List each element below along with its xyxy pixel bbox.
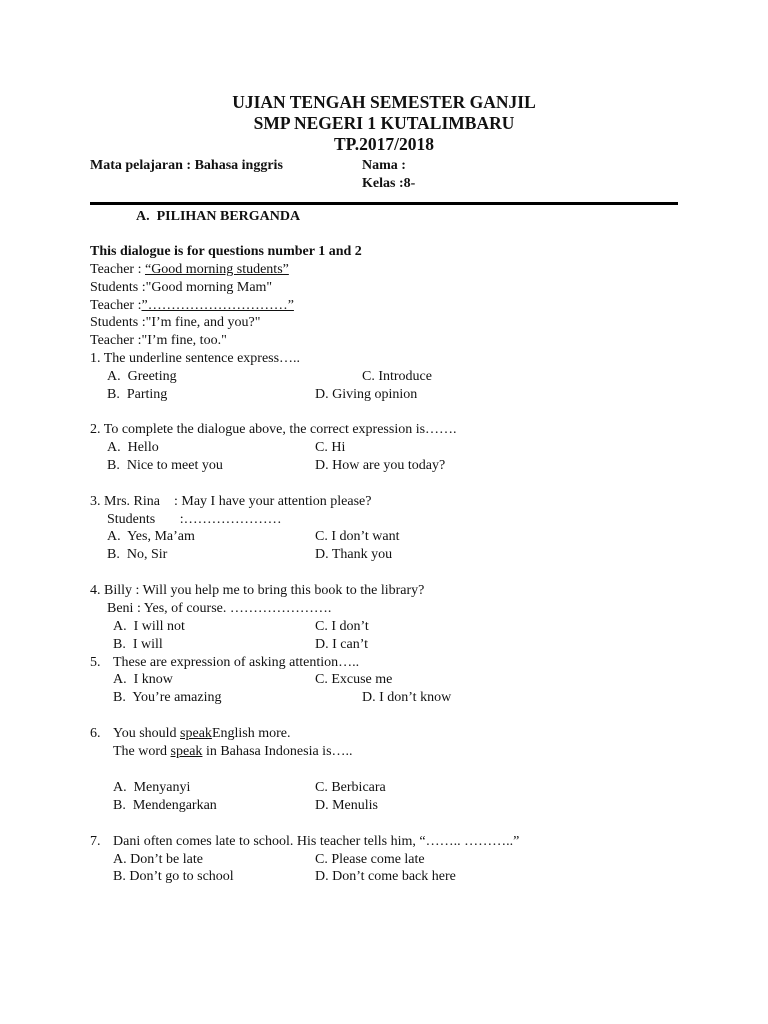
question-4-response: Beni : Yes, of course. …………………. bbox=[107, 601, 332, 616]
question-7-number: 7. bbox=[90, 834, 101, 849]
section-heading: A. PILIHAN BERGANDA bbox=[136, 209, 301, 224]
option-c: C. I don’t want bbox=[315, 529, 400, 544]
option-a: A. I will not bbox=[113, 619, 185, 634]
option-a: A. Menyanyi bbox=[113, 780, 191, 795]
option-c: C. Excuse me bbox=[315, 672, 393, 687]
option-b: B. Nice to meet you bbox=[107, 458, 223, 473]
school-year: TP.2017/2018 bbox=[334, 134, 434, 154]
question-3-response: Students :………………… bbox=[107, 512, 282, 527]
name-field: Nama : bbox=[362, 158, 406, 173]
option-d: D. Giving opinion bbox=[315, 387, 418, 402]
underlined-sentence: “Good morning students” bbox=[144, 262, 289, 277]
option-b: B. Don’t go to school bbox=[113, 869, 234, 884]
question-2: 2. To complete the dialogue above, the correct expression is……. bbox=[90, 422, 457, 437]
blank: ”…………………………” bbox=[141, 298, 294, 313]
subject: Mata pelajaran : Bahasa inggris bbox=[90, 158, 283, 173]
option-c: C. Please come late bbox=[315, 852, 425, 867]
speaker: Teacher : bbox=[90, 262, 145, 277]
option-b: B. I will bbox=[113, 637, 163, 652]
option-c: C. Hi bbox=[315, 440, 346, 455]
question-6-number: 6. bbox=[90, 726, 101, 741]
title: UJIAN TENGAH SEMESTER GANJIL bbox=[232, 92, 536, 112]
question-3: 3. Mrs. Rina : May I have your attention please? bbox=[90, 494, 372, 509]
question-6: You should speakEnglish more. bbox=[113, 726, 291, 741]
underlined-word: speak bbox=[170, 744, 203, 759]
option-a: A. Don’t be late bbox=[113, 852, 203, 867]
school-name: SMP NEGERI 1 KUTALIMBARU bbox=[253, 113, 515, 133]
option-c: C. Introduce bbox=[362, 369, 432, 384]
question-6-prompt: The word speak in Bahasa Indonesia is….. bbox=[113, 744, 353, 759]
option-c: C. I don’t bbox=[315, 619, 369, 634]
question-5-number: 5. bbox=[90, 655, 101, 670]
question-4: 4. Billy : Will you help me to bring this book to the library? bbox=[90, 583, 425, 598]
option-a: A. Hello bbox=[107, 440, 159, 455]
option-d: D. I don’t know bbox=[362, 690, 452, 705]
class-field: Kelas :8- bbox=[362, 176, 416, 191]
option-c: C. Berbicara bbox=[315, 780, 386, 795]
option-b: B. Parting bbox=[107, 387, 168, 402]
option-b: B. Mendengarkan bbox=[113, 798, 217, 813]
dialogue-line: Teacher :"I’m fine, too." bbox=[90, 333, 227, 348]
question-1: 1. The underline sentence express….. bbox=[90, 351, 301, 366]
speaker: Teacher : bbox=[90, 298, 142, 313]
dialogue-line bbox=[90, 261, 289, 278]
divider bbox=[90, 202, 678, 205]
underlined-word: speak bbox=[180, 726, 212, 741]
option-d: D. I can’t bbox=[315, 637, 368, 652]
option-b: B. You’re amazing bbox=[113, 690, 222, 705]
question-5: These are expression of asking attention….. bbox=[113, 655, 360, 670]
option-a: A. Greeting bbox=[107, 369, 177, 384]
option-d: D. Thank you bbox=[315, 547, 393, 562]
option-d: D. How are you today? bbox=[315, 458, 446, 473]
dialogue-line: Students :"I’m fine, and you?" bbox=[90, 315, 261, 330]
option-b: B. No, Sir bbox=[107, 547, 168, 562]
option-d: D. Don’t come back here bbox=[315, 869, 456, 884]
dialogue-heading: This dialogue is for questions number 1 and 2 bbox=[90, 244, 362, 259]
option-a: A. I know bbox=[113, 672, 173, 687]
dialogue-line: Students :"Good morning Mam" bbox=[90, 280, 273, 295]
question-7: Dani often comes late to school. His teacher tells him, “…….. ………..” bbox=[113, 834, 520, 849]
option-a: A. Yes, Ma’am bbox=[107, 529, 195, 544]
dialogue-line bbox=[90, 297, 294, 314]
option-d: D. Menulis bbox=[315, 798, 378, 813]
